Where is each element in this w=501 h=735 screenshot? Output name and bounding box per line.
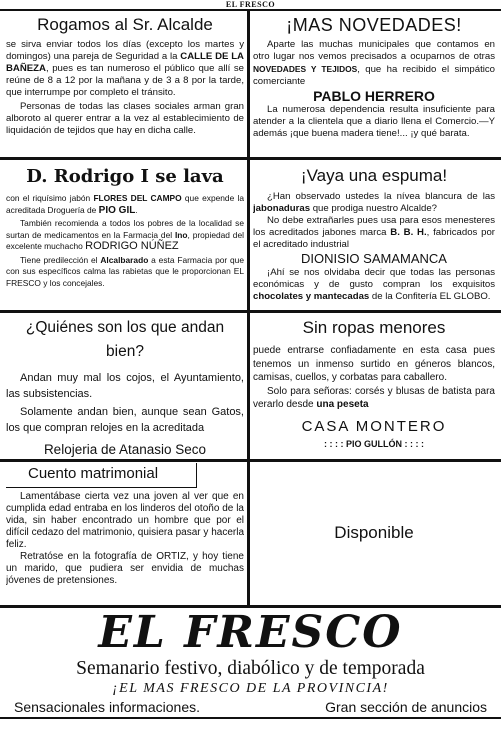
manufacturer-name: DIONISIO SAMAMANCA — [301, 251, 447, 266]
ad-paragraph: con el riquísimo jabón FLORES DEL CAMPO que expende la acreditada Droguería de PIO GIL. — [6, 193, 244, 216]
bottom-rule — [0, 717, 501, 719]
page-header: EL FRESCO — [225, 0, 276, 9]
ad-rodrigo-se-lava — [6, 163, 244, 308]
ad-paragraph: puede entrarse confiadamente en esta casa pues tenemos un inmenso surtido en géneros blancos, camisas, cuellos, y corbatas para caballero. — [253, 345, 495, 383]
row-divider-2 — [0, 310, 501, 313]
street-name: CALLE DE LA BAÑEZA — [6, 51, 244, 74]
shop-owner: : : : : PIO GULLÓN : : : : — [324, 438, 424, 449]
ad-paragraph: Lamentábase cierta vez una joven al ver que en cumplida edad entraba en los linderos del otoño de la vida, sin haber encontrado un hombre que por el difícil cedazo del matrimonio, quisiera pasar y hacerla feliz. — [6, 491, 244, 550]
ad-title: Cuento matrimonial — [28, 465, 159, 482]
ad-paragraph: Tiene predilección el Alcalbarado a esta Farmacia por que con sus específicos calma las rabietas que le proporcionan EL FRESCO y los concejales. — [6, 254, 244, 288]
ad-vaya-espuma — [253, 163, 495, 308]
ad-paragraph: ¿Han observado ustedes la nívea blancura de las jabonaduras que prodiga nuestro Alcalde? — [253, 191, 495, 214]
row-divider-1 — [0, 157, 501, 160]
highlight: NOVEDADES Y TEJIDOS — [253, 64, 358, 74]
title-underline — [6, 487, 196, 488]
ad-paragraph: Andan muy mal los cojos, el Ayuntamiento, las subsistencias. — [6, 372, 244, 400]
ad-cuento-matrimonial — [6, 463, 244, 603]
footer-left: Sensacionales informaciones. — [14, 699, 200, 715]
ad-disponible — [253, 463, 495, 603]
shop-name: CASA MONTERO — [301, 417, 447, 435]
ad-sin-ropas-menores — [253, 316, 495, 458]
ad-paragraph: Solamente andan bien, aunque sean Gatos, los que compran relojes en la acreditada — [6, 406, 244, 434]
shop-name: Relojeria de Atanasio Seco — [43, 442, 207, 457]
masthead-title: EL FRESCO — [98, 608, 403, 658]
ad-paragraph: Retratóse en la fotografía de ORTIZ, y hoy tiene un marido, que pudiera ser envidia de muchas jóvenes de pretensiones. — [6, 551, 244, 586]
masthead — [0, 608, 501, 717]
masthead-subtitle: Semanario festivo, diabólico y de temporada — [76, 658, 425, 679]
ad-title: ¡MAS NOVEDADES! — [286, 15, 462, 35]
ad-rogamos-alcalde — [6, 13, 244, 156]
ad-paragraph: ¡Ahí se nos olvidaba decir que todas las personas económicas y de gusto compran los exquisitos chocolates y mantecadas de la Confitería EL GLOBO. — [253, 267, 495, 302]
title-side-rule — [196, 463, 197, 488]
ad-title: Sin ropas menores — [302, 318, 446, 337]
merchant-name: PABLO HERRERO — [313, 88, 435, 104]
available-space-label: Disponible — [334, 523, 414, 542]
ad-paragraph: También recomienda a todos los pobres de la localidad se surtan de medicamentos en la Farmacia del Ino, propiedad del excelente muchacho RODRIGO NÚÑEZ — [6, 218, 244, 252]
ad-quienes-andan-bien — [6, 316, 244, 458]
masthead-tagline: ¡EL MAS FRESCO DE LA PROVINCIA! — [112, 681, 389, 696]
ad-title: ¿Quiénes son los que andan bien? — [25, 319, 225, 360]
ad-title: Rogamos al Sr. Alcalde — [37, 15, 213, 34]
ad-paragraph: se sirva enviar todos los días (excepto los martes y domingos) una pareja de Seguridad a la CALLE DE LA BAÑEZA, pues es tan numeroso el público que allí se reúne de 8 a 12 por la mañana y de 3 a 8 por la tarde, que interrumpe por completo el tránsito. — [6, 39, 244, 98]
footer-right: Gran sección de anuncios — [325, 699, 487, 715]
ad-paragraph: No debe extrañarles pues usa para esos menesteres los acreditados jabones marca B. B. H., fabricados por el acreditado industrial — [253, 215, 495, 250]
ad-paragraph: Personas de todas las clases sociales arman gran alboroto al querer entrar a la vez al establecimiento de liquidación de tejidos que hay en dicha calle. — [6, 101, 244, 136]
top-rule — [0, 9, 501, 11]
row-divider-3 — [0, 459, 501, 462]
ad-paragraph: Aparte las muchas municipales que contamos en otro lugar nos vemos precisados a ocuparnos de otras NOVEDADES Y TEJIDOS, que ha recibido el simpático comerciante — [253, 39, 495, 87]
column-divider — [247, 11, 250, 607]
ad-title: ¡Vaya una espuma! — [300, 166, 448, 185]
masthead-footer — [0, 698, 501, 716]
ad-paragraph: Solo para señoras: corsés y blusas de batista para verarlo desde una peseta — [253, 385, 495, 410]
ad-paragraph: La numerosa dependencia resulta insuficiente para atender a la clientela que a diario llena el Comercio.—Y además ¡que buena madera tiene!... ¡y qué barata. — [253, 104, 495, 139]
ad-title: D. Rodrigo I se lava — [26, 166, 224, 187]
ad-mas-novedades — [253, 13, 495, 156]
